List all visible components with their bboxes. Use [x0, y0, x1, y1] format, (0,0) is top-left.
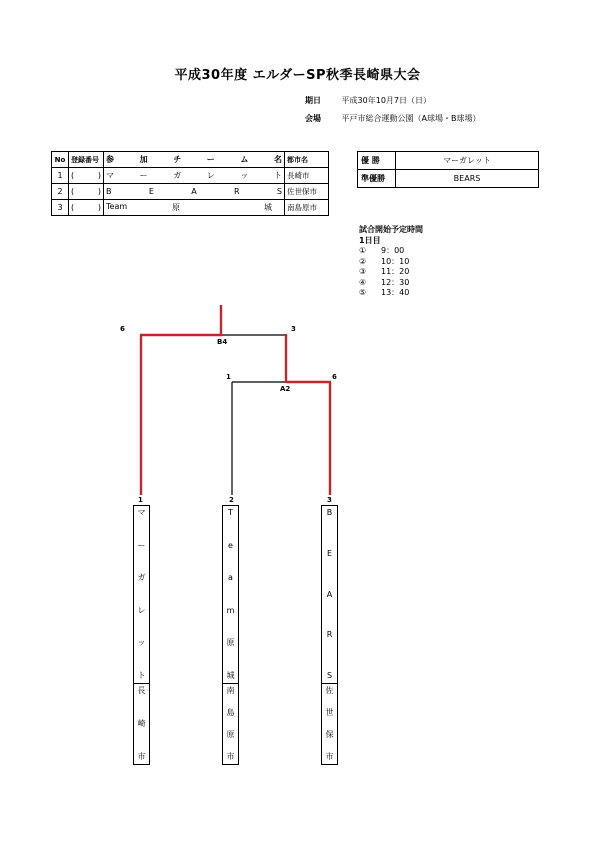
- spread-char: ー: [139, 171, 148, 180]
- game-number: ③: [359, 267, 367, 276]
- venue-label: 会場: [305, 114, 321, 123]
- vertical-team-city: [134, 684, 149, 764]
- spread-char: ッ: [240, 171, 249, 180]
- game-number: ④: [359, 277, 367, 287]
- spread-char: ー: [206, 155, 215, 164]
- game-time: 11：20: [381, 267, 410, 276]
- spread-char: 参: [106, 155, 114, 164]
- winner-value: マーガレット: [396, 152, 539, 170]
- spread-char: B: [106, 187, 112, 196]
- game-number: ①: [359, 246, 367, 255]
- spread-char: R: [234, 187, 240, 196]
- schedule-day: 1日目: [359, 235, 381, 245]
- seed-number: 3: [327, 496, 332, 504]
- winner-path: [140, 305, 331, 495]
- winner-label: 優 勝: [358, 152, 396, 170]
- vertical-team-name: [322, 506, 337, 684]
- vertical-char: 市: [226, 752, 235, 761]
- vertical-char: 原: [226, 730, 235, 739]
- header-reg: 登録番号: [69, 152, 104, 168]
- game-time: 10：10: [381, 256, 410, 266]
- row-city: 南島原市: [285, 200, 329, 216]
- spread-char: レ: [206, 171, 215, 180]
- vertical-char: 南: [226, 686, 235, 695]
- reg-close: ): [97, 171, 101, 180]
- vertical-char: 城: [226, 670, 235, 680]
- vertical-team-name: [134, 506, 149, 684]
- vertical-char: R: [326, 630, 333, 640]
- spread-char: A: [191, 187, 197, 196]
- reg-open: (: [71, 203, 75, 212]
- row-city: 長崎市: [285, 168, 329, 184]
- vertical-char: ト: [137, 670, 146, 680]
- game-time: 13：40: [381, 288, 410, 297]
- vertical-team-city: [322, 684, 337, 764]
- bracket-team-slot-3: [321, 505, 338, 765]
- header-no: No: [52, 152, 69, 168]
- runner-value: BEARS: [396, 170, 539, 188]
- vertical-char: a: [228, 573, 233, 583]
- vertical-char: 佐: [325, 686, 334, 695]
- vertical-char: 市: [325, 752, 334, 761]
- reg-close: ): [97, 187, 101, 196]
- bracket-team-slot-1: [133, 505, 150, 765]
- vertical-char: 世: [325, 708, 334, 717]
- vertical-team-city: [223, 684, 238, 764]
- team-left: Team: [106, 202, 128, 211]
- row-no: 2: [52, 184, 69, 200]
- vertical-char: レ: [137, 605, 146, 615]
- spread-char: 加: [139, 155, 148, 164]
- vertical-char: S: [326, 671, 333, 680]
- runner-label: 準優勝: [358, 170, 396, 188]
- spread-char: マ: [106, 171, 114, 180]
- date-label: 期日: [305, 96, 321, 105]
- semi-score-left: 1: [226, 373, 231, 381]
- semi-score-right: 6: [332, 373, 337, 381]
- vertical-char: T: [228, 508, 233, 517]
- vertical-char: E: [326, 548, 333, 558]
- spread-char: チ: [173, 155, 182, 164]
- vertical-char: e: [228, 540, 233, 550]
- schedule-title: 試合開始予定時間: [359, 225, 423, 234]
- vertical-char: 原: [226, 638, 235, 648]
- game-time: 12：30: [381, 277, 410, 287]
- spread-char: S: [276, 187, 282, 196]
- game-time: 9：00: [381, 246, 405, 255]
- venue-value: 平戸市総合運動公園（A球場・B球場）: [341, 114, 481, 123]
- vertical-char: m: [226, 605, 235, 615]
- vertical-char: ッ: [137, 638, 146, 648]
- vertical-char: ガ: [137, 573, 146, 583]
- vertical-char: マ: [137, 508, 146, 517]
- semi-game-label: A2: [280, 385, 291, 393]
- final-score-right: 3: [291, 325, 296, 333]
- header-city: 都市名: [285, 152, 329, 168]
- spread-char: ト: [273, 171, 282, 180]
- vertical-char: B: [326, 508, 333, 517]
- page-title: 平成30年度 エルダーSP秋季長崎県大会: [174, 68, 421, 83]
- row-no: 1: [52, 168, 69, 184]
- spread-char: ム: [240, 155, 249, 164]
- vertical-char: 崎: [137, 719, 146, 728]
- spread-char: 城: [264, 203, 272, 212]
- vertical-char: ー: [137, 540, 146, 550]
- seed-number: 2: [229, 496, 234, 504]
- reg-open: (: [71, 187, 75, 196]
- reg-close: ): [97, 203, 101, 212]
- reg-open: (: [71, 171, 75, 180]
- spread-char: 原: [172, 203, 180, 212]
- row-no: 3: [52, 200, 69, 216]
- final-game-label: B4: [217, 338, 228, 346]
- vertical-char: 島: [226, 708, 235, 717]
- row-city: 佐世保市: [285, 184, 329, 200]
- game-number: ②: [359, 256, 367, 266]
- vertical-char: A: [326, 589, 333, 599]
- spread-char: 名: [273, 155, 282, 164]
- vertical-team-name: [223, 506, 238, 684]
- vertical-char: 市: [137, 752, 146, 761]
- spread-char: E: [148, 187, 154, 196]
- spread-char: ガ: [173, 171, 182, 180]
- date-value: 平成30年10月7日（日）: [341, 96, 431, 105]
- bracket-team-slot-2: [222, 505, 239, 765]
- vertical-char: 保: [325, 730, 334, 739]
- final-score-left: 6: [120, 325, 125, 333]
- game-number: ⑤: [359, 288, 367, 297]
- seed-number: 1: [138, 496, 143, 504]
- vertical-char: 長: [137, 686, 146, 695]
